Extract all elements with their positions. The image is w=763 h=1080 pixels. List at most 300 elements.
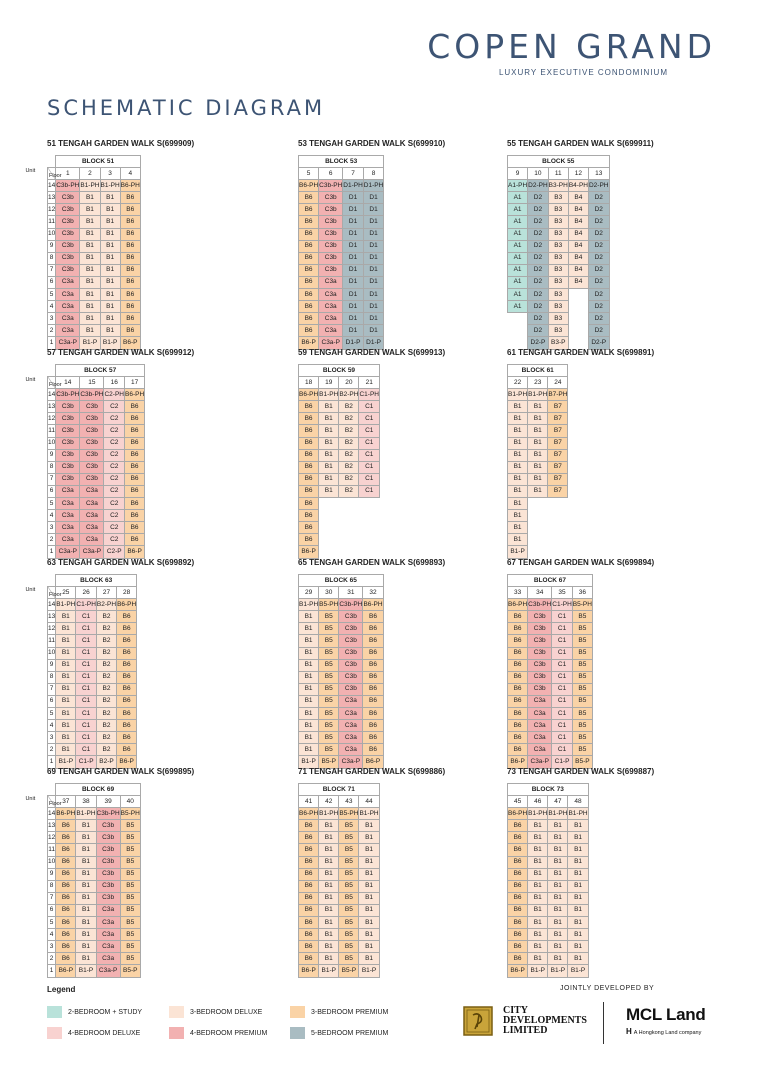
unit-type-cell: C3a — [319, 313, 343, 325]
unit-type-cell: B1 — [548, 941, 568, 953]
floor-number: 14 — [48, 599, 56, 611]
floor-number: 9 — [48, 449, 56, 461]
unit-type-cell: C3b — [96, 832, 120, 844]
unit-type-cell: B5 — [339, 904, 359, 916]
unit-type-cell: B6 — [299, 929, 319, 941]
block-name: BLOCK 55 — [508, 156, 610, 168]
unit-type-cell: B1 — [76, 953, 96, 965]
unit-type-cell: C1 — [76, 671, 97, 683]
mcl-subtitle — [626, 1027, 705, 1036]
unit-type-cell: B5 — [572, 647, 592, 659]
unit-type-cell: B6 — [299, 401, 319, 413]
unit-type-cell: B1 — [528, 473, 548, 485]
floor-row — [48, 732, 137, 744]
unit-type-cell: B1-PH — [80, 180, 100, 192]
unit-type-cell: B6 — [299, 461, 319, 473]
unit-type-cell: B2 — [96, 635, 116, 647]
unit-type-cell: B6 — [508, 929, 528, 941]
unit-type-cell: B5 — [339, 880, 359, 892]
unit-type-cell: C1 — [76, 647, 97, 659]
floor-row — [299, 720, 384, 732]
floor-number: 13 — [48, 611, 56, 623]
unit-type-cell: C3b — [56, 228, 80, 240]
unit-type-cell: B6 — [56, 832, 76, 844]
unit-type-cell: C2 — [104, 449, 125, 461]
unit-type-cell: B1-PH — [528, 808, 548, 820]
unit-type-cell: B3 — [548, 204, 568, 216]
unit-type-cell: B5 — [120, 880, 140, 892]
unit-type-cell: B6 — [120, 192, 140, 204]
unit-type-cell: B7 — [548, 473, 568, 485]
cdl-wordmark — [503, 1006, 587, 1036]
unit-type-cell: B6-PH — [56, 808, 76, 820]
unit-type-cell: B1 — [56, 720, 76, 732]
unit-type-cell: B1 — [80, 216, 100, 228]
floor-row — [48, 425, 145, 437]
unit-type-cell: B1-PH — [528, 389, 548, 401]
floor-row — [48, 473, 145, 485]
unit-number: 2 — [80, 168, 100, 180]
unit-type-cell: C3b — [339, 623, 363, 635]
unit-type-cell: B6 — [117, 611, 137, 623]
unit-type-cell: B1 — [528, 892, 548, 904]
unit-type-cell: B6 — [299, 192, 319, 204]
unit-type-cell: C3b — [80, 401, 104, 413]
floor-row — [48, 313, 141, 325]
unit-type-cell: D1 — [363, 313, 384, 325]
floor-row — [48, 965, 141, 977]
floor-row — [48, 204, 141, 216]
unit-type-cell: B1 — [100, 264, 120, 276]
empty-cell — [548, 522, 568, 534]
unit-type-cell: C1 — [552, 623, 573, 635]
unit-type-cell: B5 — [339, 953, 359, 965]
floor-row — [299, 437, 380, 449]
legend-swatch — [169, 1006, 184, 1018]
unit-type-cell: B6-P — [56, 965, 76, 977]
unit-type-cell: B1 — [548, 953, 568, 965]
unit-number: 44 — [359, 796, 379, 808]
unit-type-cell: B6 — [125, 461, 145, 473]
block-name: BLOCK 53 — [299, 156, 384, 168]
unit-type-cell: B6 — [299, 904, 319, 916]
unit-type-cell: B1 — [528, 832, 548, 844]
unit-type-cell: B2 — [339, 425, 359, 437]
block-name: BLOCK 71 — [299, 784, 380, 796]
unit-type-cell: C3b-PH — [56, 389, 80, 401]
unit-type-cell: A1 — [508, 192, 528, 204]
empty-cell — [339, 522, 359, 534]
unit-type-cell: A1 — [508, 264, 528, 276]
unit-type-cell: B1 — [508, 510, 528, 522]
unit-table — [25, 364, 145, 559]
unit-type-cell: C1 — [552, 671, 573, 683]
unit-type-cell: D2-P — [588, 337, 609, 349]
unit-type-cell: B1 — [80, 240, 100, 252]
unit-type-cell: B2 — [339, 413, 359, 425]
unit-type-cell: D1 — [363, 228, 384, 240]
unit-type-cell: D2 — [528, 276, 549, 288]
floor-number: 11 — [48, 844, 56, 856]
unit-type-cell: B2-PH — [339, 389, 359, 401]
unit-type-cell: B1-P — [548, 965, 568, 977]
unit-table — [25, 155, 141, 350]
cdl-line-1: CITY — [503, 1005, 529, 1016]
unit-type-cell: B6-P — [120, 337, 140, 349]
unit-type-cell: B3 — [548, 192, 568, 204]
unit-type-cell: B1 — [528, 413, 548, 425]
unit-type-cell: D1 — [343, 216, 364, 228]
legend-swatch — [47, 1006, 62, 1018]
unit-type-cell: B6 — [56, 953, 76, 965]
unit-type-cell: C2 — [104, 534, 125, 546]
floor-row — [508, 708, 593, 720]
empty-cell — [359, 546, 380, 558]
unit-label: Unit — [25, 796, 36, 803]
unit-type-cell: C1 — [76, 683, 97, 695]
floor-row — [48, 929, 141, 941]
floor-row — [508, 437, 568, 449]
unit-type-cell: B6 — [363, 732, 383, 744]
unit-type-cell: B1 — [548, 892, 568, 904]
unit-number: 20 — [339, 377, 359, 389]
block-name: BLOCK 69 — [56, 784, 141, 796]
empty-cell — [568, 301, 588, 313]
floor-row — [48, 180, 141, 192]
unit-type-cell: B1 — [359, 880, 379, 892]
unit-type-cell: B6 — [125, 534, 145, 546]
unit-type-cell: C3b — [319, 228, 343, 240]
floor-row — [48, 276, 141, 288]
floor-number: 10 — [48, 856, 56, 868]
unit-type-cell: B2 — [96, 659, 116, 671]
unit-type-cell: C3a — [96, 904, 120, 916]
floor-row — [508, 534, 568, 546]
unit-type-cell: C3b — [80, 449, 104, 461]
floor-row — [299, 534, 380, 546]
unit-type-cell: B1 — [568, 953, 588, 965]
unit-type-cell: B1 — [528, 941, 548, 953]
unit-type-cell: B6 — [125, 522, 145, 534]
floor-row — [48, 917, 141, 929]
unit-type-cell: B3 — [548, 216, 568, 228]
unit-type-cell: B6 — [299, 313, 319, 325]
brand-header — [427, 28, 716, 77]
floor-row — [48, 856, 141, 868]
unit-type-cell: C3a — [56, 276, 80, 288]
floor-row — [48, 252, 141, 264]
unit-type-cell: C3b — [339, 635, 363, 647]
unit-type-cell: B4-PH — [568, 180, 588, 192]
floor-number: 4 — [48, 720, 56, 732]
unit-type-cell: D2 — [588, 313, 609, 325]
unit-type-cell: B5 — [319, 659, 339, 671]
unit-type-cell: D2 — [588, 301, 609, 313]
unit-type-cell: C2 — [104, 461, 125, 473]
floor-row — [508, 720, 593, 732]
unit-type-cell: D1 — [363, 264, 384, 276]
unit-type-cell: D2 — [588, 204, 609, 216]
floor-row — [299, 868, 380, 880]
unit-type-cell: B1 — [56, 683, 76, 695]
unit-type-cell: B6 — [56, 856, 76, 868]
unit-table — [25, 574, 137, 769]
unit-type-cell: B6 — [363, 744, 383, 756]
unit-type-cell: B1 — [299, 744, 319, 756]
unit-type-cell: B1-P — [299, 756, 319, 768]
unit-type-cell: C3b — [528, 683, 552, 695]
unit-type-cell: B1 — [76, 880, 96, 892]
unit-type-cell: B6-PH — [299, 389, 319, 401]
empty-cell — [528, 534, 548, 546]
unit-type-cell: B1-P — [359, 965, 379, 977]
floor-number: 11 — [48, 635, 56, 647]
unit-type-cell: B6 — [120, 264, 140, 276]
unit-type-cell: B5 — [120, 892, 140, 904]
floor-number: 2 — [48, 953, 56, 965]
unit-type-cell: B6 — [117, 708, 137, 720]
floor-row — [508, 216, 610, 228]
floor-row — [48, 953, 141, 965]
floor-number: 7 — [48, 892, 56, 904]
unit-number: 47 — [548, 796, 568, 808]
floor-row — [508, 953, 589, 965]
unit-type-cell: B6 — [508, 832, 528, 844]
unit-number: 24 — [548, 377, 568, 389]
floor-row — [508, 401, 568, 413]
unit-type-cell: B6 — [508, 844, 528, 856]
unit-type-cell: A1 — [508, 240, 528, 252]
unit-type-cell: B1 — [548, 880, 568, 892]
unit-type-cell: D2 — [528, 240, 549, 252]
unit-type-cell: B1 — [56, 732, 76, 744]
unit-type-cell: B1 — [76, 856, 96, 868]
unit-type-cell: C3a — [528, 720, 552, 732]
unit-type-cell: B1 — [548, 820, 568, 832]
unit-type-cell: D1 — [363, 240, 384, 252]
unit-type-cell: B1 — [100, 313, 120, 325]
unit-type-cell: B1 — [568, 856, 588, 868]
unit-type-cell: B1 — [528, 449, 548, 461]
unit-type-cell: B6 — [299, 892, 319, 904]
unit-type-cell: B1 — [76, 868, 96, 880]
floor-row — [48, 599, 137, 611]
unit-type-cell: C2 — [104, 485, 125, 497]
unit-type-cell: B1 — [319, 917, 339, 929]
floor-row — [48, 192, 141, 204]
unit-type-cell: B6 — [508, 744, 528, 756]
unit-type-cell: B1 — [568, 868, 588, 880]
unit-type-cell: C1 — [76, 635, 97, 647]
unit-type-cell: D1 — [343, 264, 364, 276]
unit-type-cell: B6-PH — [299, 180, 319, 192]
unit-type-cell: B1 — [319, 856, 339, 868]
unit-type-cell: C3a — [319, 276, 343, 288]
floor-row — [508, 240, 610, 252]
unit-type-cell: D1 — [343, 192, 364, 204]
unit-type-cell: D1 — [363, 216, 384, 228]
floor-unit-corner — [25, 796, 62, 808]
unit-type-cell: B1 — [56, 744, 76, 756]
unit-type-cell: C3b — [319, 240, 343, 252]
unit-type-cell: D1-P — [363, 337, 384, 349]
legend-item — [169, 1027, 267, 1039]
unit-type-cell: B6-PH — [508, 599, 528, 611]
unit-type-cell: B6 — [117, 659, 137, 671]
floor-row — [508, 546, 568, 558]
unit-type-cell: D1 — [363, 192, 384, 204]
unit-type-cell: B1 — [508, 401, 528, 413]
unit-type-cell: D1-PH — [363, 180, 384, 192]
unit-type-cell: B1 — [528, 401, 548, 413]
unit-type-cell: D2 — [588, 289, 609, 301]
unit-type-cell: B5 — [572, 732, 592, 744]
floor-row — [299, 647, 384, 659]
unit-type-cell: B4 — [568, 204, 588, 216]
block-address: 61 TENGAH GARDEN WALK S(699891) — [507, 348, 655, 357]
floor-unit-corner — [25, 587, 62, 599]
unit-type-cell: B6 — [508, 720, 528, 732]
floor-row — [299, 485, 380, 497]
unit-type-cell: B1 — [528, 485, 548, 497]
unit-type-cell: B6 — [508, 868, 528, 880]
unit-type-cell: B6 — [120, 313, 140, 325]
unit-type-cell: B1 — [299, 732, 319, 744]
floor-number: 5 — [48, 498, 56, 510]
unit-type-cell: D1 — [343, 325, 364, 337]
unit-type-cell: B5 — [120, 904, 140, 916]
unit-type-cell: B1 — [80, 289, 100, 301]
unit-type-cell: B5 — [339, 917, 359, 929]
unit-type-cell: B1 — [319, 868, 339, 880]
floor-row — [299, 599, 384, 611]
unit-type-cell: B6 — [299, 264, 319, 276]
unit-type-cell: B1 — [528, 904, 548, 916]
floor-number: 12 — [48, 413, 56, 425]
unit-type-cell: B7 — [548, 485, 568, 497]
floor-number: 1 — [48, 546, 56, 558]
floor-row — [508, 965, 589, 977]
unit-type-cell: B6 — [299, 425, 319, 437]
unit-type-cell: B1 — [76, 941, 96, 953]
unit-number: 26 — [76, 587, 97, 599]
legend-label: 3-BEDROOM PREMIUM — [311, 1008, 389, 1016]
unit-number: 40 — [120, 796, 140, 808]
floor-number: 13 — [48, 820, 56, 832]
floor-row — [508, 683, 593, 695]
floor-row — [48, 485, 145, 497]
unit-type-cell: B6 — [363, 623, 383, 635]
unit-type-cell: B5 — [572, 659, 592, 671]
floor-row — [508, 695, 593, 707]
unit-type-cell: B6 — [363, 659, 383, 671]
block-address: 55 TENGAH GARDEN WALK S(699911) — [507, 139, 654, 148]
floor-row — [48, 708, 137, 720]
unit-type-cell: B1 — [56, 611, 76, 623]
unit-type-cell: B1 — [528, 880, 548, 892]
unit-type-cell: A1 — [508, 228, 528, 240]
unit-type-cell: B6 — [120, 204, 140, 216]
unit-type-cell: D2 — [528, 216, 549, 228]
floor-row — [508, 204, 610, 216]
unit-type-cell: A1-PH — [508, 180, 528, 192]
floor-row — [48, 461, 145, 473]
unit-type-cell: B2 — [96, 695, 116, 707]
floor-number: 6 — [48, 276, 56, 288]
unit-number: 36 — [572, 587, 592, 599]
unit-type-cell: D2 — [528, 289, 549, 301]
unit-type-cell: B6 — [125, 413, 145, 425]
floor-number: 8 — [48, 671, 56, 683]
unit-type-cell: C3b — [80, 425, 104, 437]
block-address: 65 TENGAH GARDEN WALK S(699893) — [298, 558, 446, 567]
unit-type-cell: B4 — [568, 264, 588, 276]
unit-number: 3 — [100, 168, 120, 180]
floor-row — [508, 325, 610, 337]
unit-type-cell: C3a — [56, 534, 80, 546]
unit-type-cell: B6 — [56, 820, 76, 832]
unit-type-cell: B6 — [56, 868, 76, 880]
unit-type-cell: B7 — [548, 413, 568, 425]
floor-row — [299, 413, 380, 425]
unit-type-cell: B7 — [548, 425, 568, 437]
unit-type-cell: B1 — [359, 904, 379, 916]
unit-type-cell: B1 — [548, 856, 568, 868]
unit-type-cell: B2 — [339, 401, 359, 413]
unit-type-cell: C3a — [80, 534, 104, 546]
unit-type-cell: B7-PH — [548, 389, 568, 401]
floor-number: 10 — [48, 647, 56, 659]
mcl-logo-group — [626, 1005, 705, 1036]
unit-type-cell: B5 — [120, 941, 140, 953]
floor-row — [508, 929, 589, 941]
unit-type-cell: B3 — [548, 325, 568, 337]
unit-type-cell: B6 — [299, 276, 319, 288]
unit-type-cell: B6 — [120, 289, 140, 301]
unit-type-cell: B5 — [572, 635, 592, 647]
unit-number: 25 — [56, 587, 76, 599]
unit-type-cell: B1 — [319, 485, 339, 497]
unit-type-cell: C3b — [56, 252, 80, 264]
unit-type-cell: B7 — [548, 437, 568, 449]
legend-item — [290, 1027, 388, 1039]
empty-cell — [568, 325, 588, 337]
unit-type-cell: B5 — [319, 623, 339, 635]
unit-type-cell: B1 — [299, 695, 319, 707]
floor-row — [299, 461, 380, 473]
unit-type-cell: B1 — [76, 844, 96, 856]
unit-type-cell: B1 — [528, 953, 548, 965]
unit-type-cell: B6 — [299, 485, 319, 497]
unit-type-cell: B6 — [117, 623, 137, 635]
unit-type-cell: C3a — [96, 953, 120, 965]
unit-type-cell: C3a — [56, 510, 80, 522]
floor-number: 1 — [48, 756, 56, 768]
floor-row — [48, 522, 145, 534]
unit-type-cell: C3b — [96, 892, 120, 904]
unit-type-cell: B2 — [339, 485, 359, 497]
floor-number: 5 — [48, 289, 56, 301]
floor-row — [299, 216, 384, 228]
unit-type-cell: B5 — [572, 611, 592, 623]
legend-swatch — [169, 1027, 184, 1039]
floor-row — [48, 240, 141, 252]
unit-type-cell: B5-P — [319, 756, 339, 768]
unit-type-cell: B1-P — [528, 965, 548, 977]
unit-type-cell: B7 — [548, 401, 568, 413]
unit-type-cell: B6 — [56, 892, 76, 904]
unit-type-cell: D2-PH — [528, 180, 549, 192]
